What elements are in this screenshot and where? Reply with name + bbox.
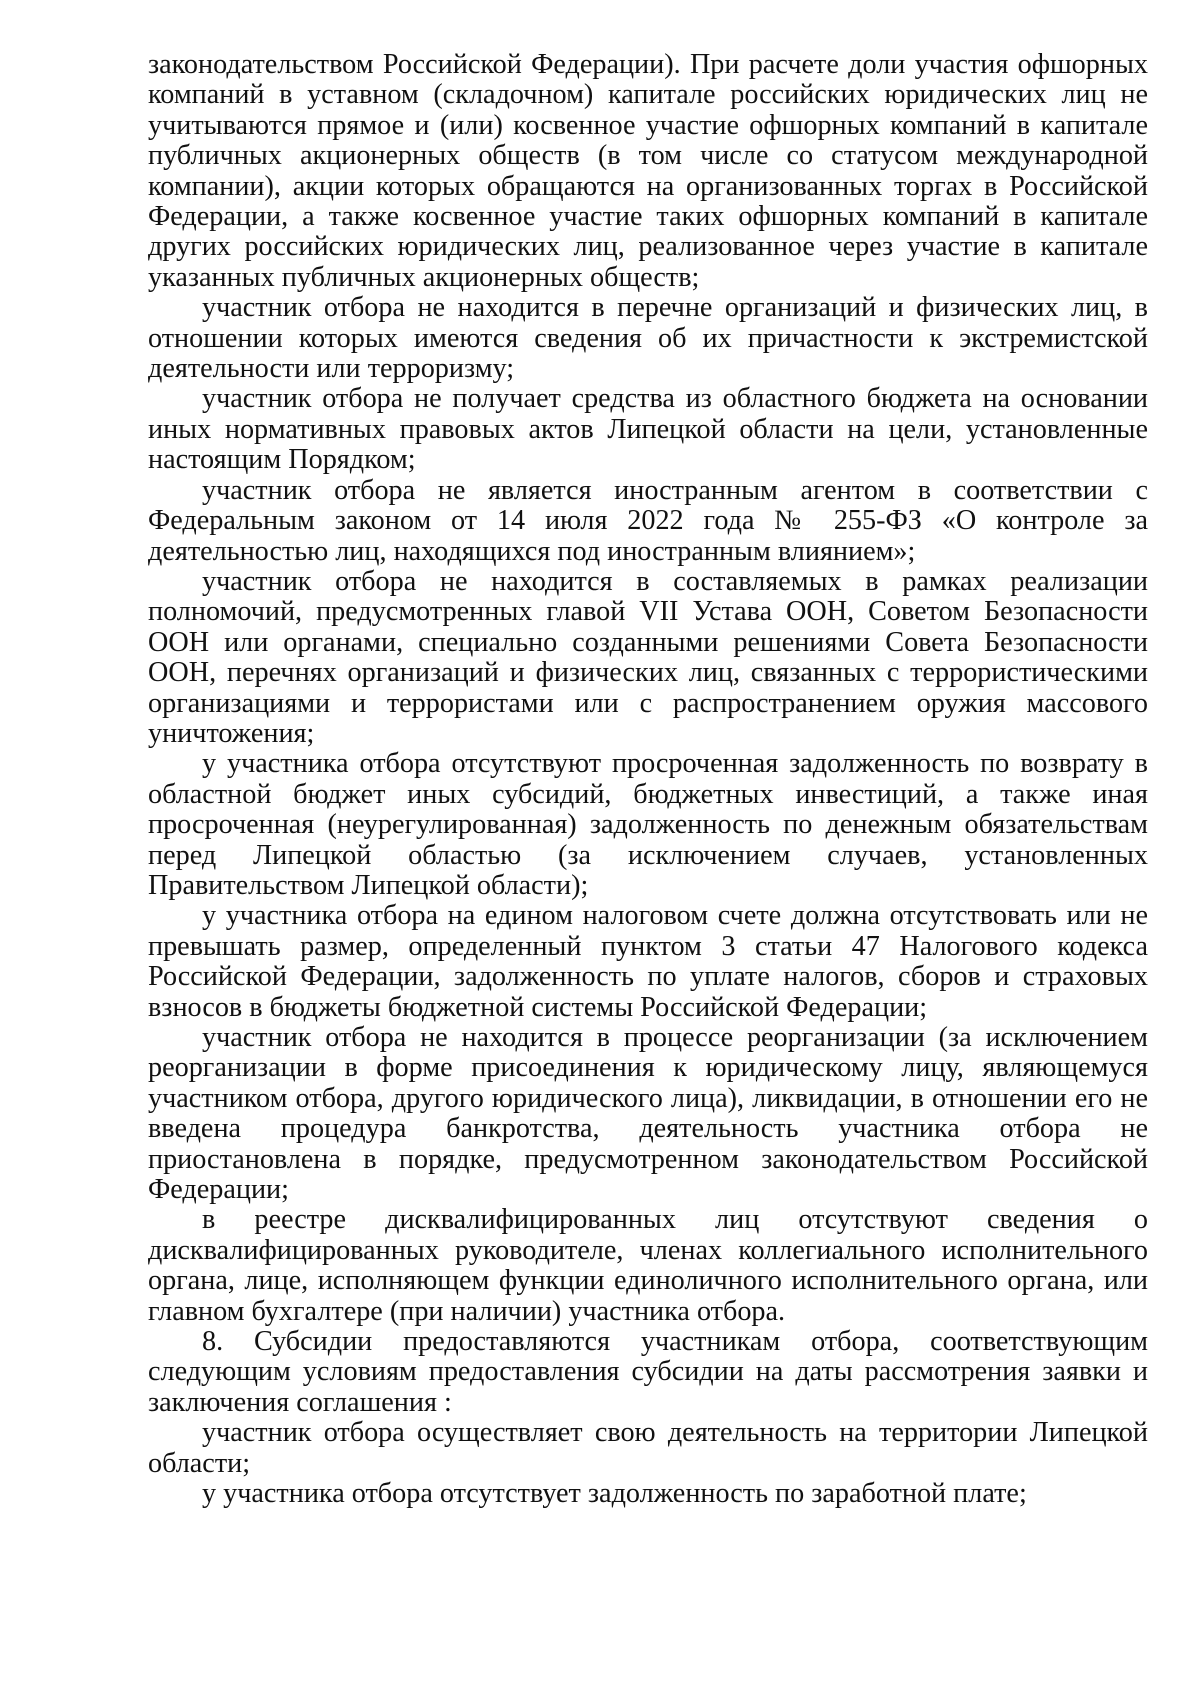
paragraph-territory: участник отбора осуществляет свою деятельность на территории Липецкой области; — [148, 1417, 1148, 1479]
paragraph-no-other-funds: участник отбора не получает средства из областного бюджета на основании иных нормативных правовых актов Липецкой области на цели, установленные настоящим Порядком; — [148, 383, 1148, 476]
paragraph-reorganization: участник отбора не находится в процессе реорганизации (за исключением реорганизации в форме присоединения к юридическому лицу, являющемуся участником отбора, другого юридического лица), ликвидации, в отношении его не введена процедура банкротства, деятельность участника отбора не приостановлена в порядке, предусмотренном законодательством Российской Федерации; — [148, 1022, 1148, 1206]
paragraph-un-lists: участник отбора не находится в составляемых в рамках реализации полномочий, предусмотренных главой VII Устава ООН, Советом Безопасности ООН или органами, специально созданными решениями Совета Безопасности ООН, перечнях организаций и физических лиц, связанных с террористическими организациями и террористами или с распространением оружия массового уничтожения; — [148, 565, 1148, 749]
paragraph-offshore-participation: законодательством Российской Федерации). При расчете доли участия офшорных компаний в уставном (складочном) капитале российских юридических лиц не учитываются прямое и (или) косвенное участие офшорных компаний в капитале публичных акционерных обществ (в том числе со статусом международной компании), акции которых обращаются на организованных торгах в Российской Федерации, а также косвенное участие таких офшорных компаний в капитале других российских юридических лиц, реализованное через участие в капитале указанных публичных акционерных обществ; — [148, 49, 1148, 293]
paragraph-foreign-agent: участник отбора не является иностранным агентом в соответствии с Федеральным законом от 14 июля 2022 года № 255-ФЗ «О контроле за деятельностью лиц, находящихся под иностранным влиянием»; — [148, 474, 1148, 567]
paragraph-tax-account: у участника отбора на едином налоговом счете должна отсутствовать или не превышать размер, определенный пунктом 3 статьи 47 Налогового кодекса Российской Федерации, задолженность по уплате налогов, сборов и страховых взносов в бюджеты бюджетной системы Российской Федерации; — [148, 900, 1148, 1023]
paragraph-item-8: 8. Субсидии предоставляются участникам отбора, соответствующим следующим условиям предоставления субсидии на даты рассмотрения заявки и заключения соглашения : — [148, 1326, 1148, 1418]
paragraph-wage-debt: у участника отбора отсутствует задолженность по заработной плате; — [202, 1478, 1027, 1510]
paragraph-disqualified-registry: в реестре дисквалифицированных лиц отсутствуют сведения о дисквалифицированных руководителе, членах коллегиального исполнительного органа, лице, исполняющем функции единоличного исполнительного органа, или главном бухгалтере (при наличии) участника отбора. — [148, 1204, 1148, 1327]
paragraph-extremism-list: участник отбора не находится в перечне организаций и физических лиц, в отношении которых имеются сведения об их причастности к экстремистской деятельности или терроризму; — [148, 292, 1148, 385]
paragraph-overdue-debt: у участника отбора отсутствуют просроченная задолженность по возврату в областной бюджет иных субсидий, бюджетных инвестиций, а также иная просроченная (неурегулированная) задолженность по денежным обязательствам перед Липецкой областью (за исключением случаев, установленных Правительством Липецкой области); — [148, 748, 1148, 901]
document-page — [148, 50, 1148, 1510]
